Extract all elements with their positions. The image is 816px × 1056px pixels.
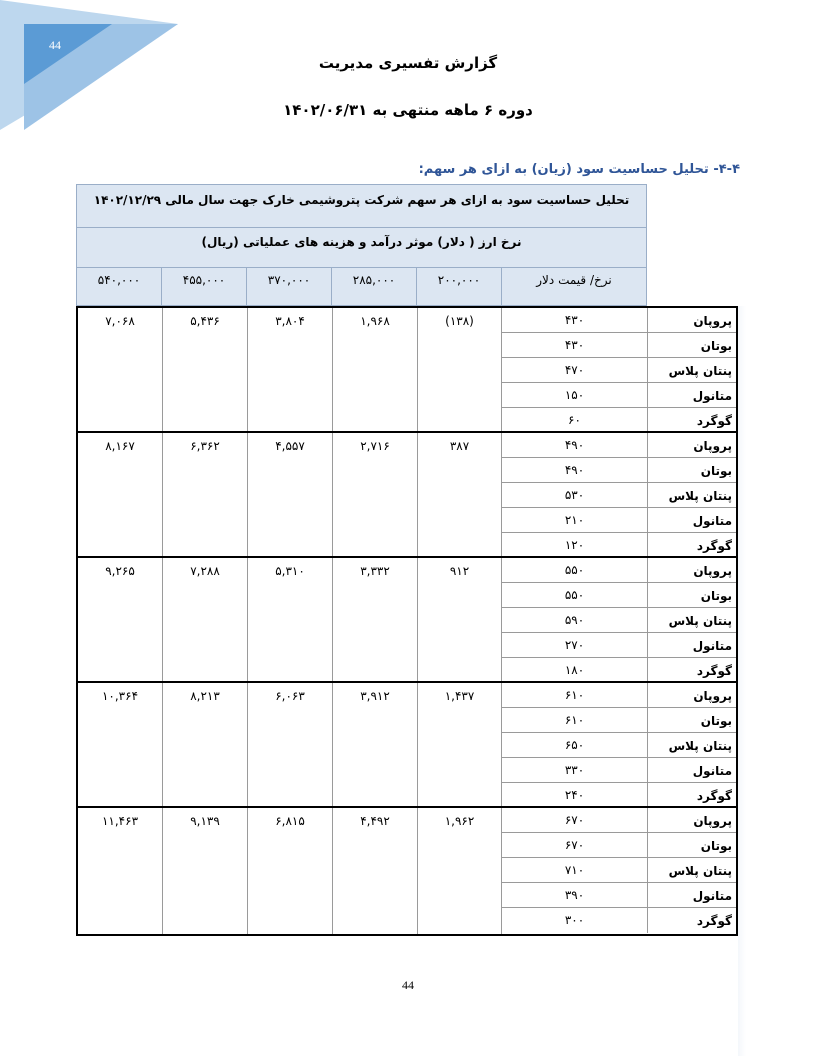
product-price: ۵۵۰	[502, 558, 648, 582]
table-row	[502, 458, 736, 483]
eps-value: ۳,۸۰۴	[248, 308, 333, 431]
eps-value: ۱,۴۳۷	[418, 683, 502, 806]
product-name: پنتان پلاس	[668, 489, 732, 503]
product-price: ۶۵۰	[502, 733, 648, 757]
table-header	[76, 184, 647, 306]
product-price: ۶۷۰	[502, 808, 648, 832]
product-name: بوتان	[700, 464, 732, 478]
eps-value: ۲,۷۱۶	[333, 433, 418, 556]
eps-value: ۴,۵۵۷	[248, 433, 333, 556]
table-row	[502, 683, 736, 708]
eps-value: ۱۱,۴۶۳	[78, 808, 163, 934]
eps-value: ۱,۹۶۸	[333, 308, 418, 431]
product-price: ۶۱۰	[502, 683, 648, 707]
eps-value: ۶,۸۱۵	[248, 808, 333, 934]
table-row	[502, 333, 736, 358]
price-scenario-group	[76, 806, 738, 936]
table-row	[502, 608, 736, 633]
fx-rate-header-row	[77, 268, 646, 307]
product-name: گوگرد	[696, 539, 732, 553]
table-row	[502, 483, 736, 508]
eps-value: (۱۳۸)	[418, 308, 502, 431]
product-name: گوگرد	[696, 414, 732, 428]
eps-value: ۸,۱۶۷	[78, 433, 163, 556]
product-price: ۶۰	[502, 408, 648, 433]
product-price: ۴۹۰	[502, 433, 648, 457]
eps-value: ۷,۰۶۸	[78, 308, 163, 431]
eps-value: ۶,۳۶۲	[163, 433, 248, 556]
product-name: پروپان	[693, 314, 732, 328]
table-row	[502, 508, 736, 533]
price-scenario-group	[76, 681, 738, 806]
price-scenario-group	[76, 306, 738, 431]
product-price: ۱۵۰	[502, 383, 648, 407]
fx-rate-header: ۵۴۰,۰۰۰	[77, 268, 162, 307]
product-price: ۲۷۰	[502, 633, 648, 657]
product-name: گوگرد	[696, 789, 732, 803]
product-price: ۴۹۰	[502, 458, 648, 482]
sensitivity-table	[76, 306, 738, 936]
row-header-label: نرخ/ قیمت دلار	[536, 273, 612, 287]
product-name: بوتان	[700, 714, 732, 728]
product-price: ۳۰۰	[502, 908, 648, 933]
page-number-bottom: 44	[402, 978, 414, 992]
product-name: بوتان	[700, 839, 732, 853]
price-scenario-group	[76, 431, 738, 556]
report-period: دوره ۶ ماهه منتهی به ۱۴۰۲/۰۶/۳۱	[283, 101, 533, 119]
product-name: متانول	[692, 639, 732, 653]
table-row	[502, 433, 736, 458]
product-price: ۳۹۰	[502, 883, 648, 907]
product-name: پنتان پلاس	[668, 739, 732, 753]
report-title: گزارش تفسیری مدیریت	[318, 54, 498, 72]
product-price: ۶۱۰	[502, 708, 648, 732]
eps-value: ۹۱۲	[418, 558, 502, 681]
product-price: ۵۹۰	[502, 608, 648, 632]
price-scenario-group	[76, 556, 738, 681]
product-price: ۲۴۰	[502, 783, 648, 808]
table-row	[502, 833, 736, 858]
product-name: متانول	[692, 389, 732, 403]
fx-rate-header: ۳۷۰,۰۰۰	[247, 268, 332, 307]
product-price-list	[502, 558, 736, 681]
product-price: ۶۷۰	[502, 833, 648, 857]
product-name: پنتان پلاس	[668, 364, 732, 378]
fx-rate-header: ۴۵۵,۰۰۰	[162, 268, 247, 307]
table-row	[502, 758, 736, 783]
table-row	[502, 658, 736, 683]
eps-value: ۸,۲۱۳	[163, 683, 248, 806]
eps-value: ۶,۰۶۳	[248, 683, 333, 806]
product-name: پروپان	[693, 439, 732, 453]
eps-value: ۵,۳۱۰	[248, 558, 333, 681]
product-name: پروپان	[693, 689, 732, 703]
eps-value: ۴,۴۹۲	[333, 808, 418, 934]
product-price: ۴۳۰	[502, 308, 648, 332]
eps-value: ۳,۹۱۲	[333, 683, 418, 806]
page-number-top: 44	[49, 38, 61, 52]
table-row	[502, 708, 736, 733]
table-row	[502, 533, 736, 558]
product-name: پنتان پلاس	[668, 864, 732, 878]
table-row	[502, 383, 736, 408]
section-heading: ۴-۴- تحلیل حساسیت سود (زیان) به ازای هر سهم:	[418, 162, 740, 177]
product-price: ۱۸۰	[502, 658, 648, 683]
product-name: متانول	[692, 889, 732, 903]
right-margin-shade	[738, 306, 746, 1056]
table-row	[502, 883, 736, 908]
product-name: پروپان	[693, 564, 732, 578]
table-row	[502, 908, 736, 933]
eps-value: ۳,۳۳۲	[333, 558, 418, 681]
eps-value: ۷,۲۸۸	[163, 558, 248, 681]
product-price: ۵۳۰	[502, 483, 648, 507]
eps-value: ۱۰,۳۶۴	[78, 683, 163, 806]
product-name: متانول	[692, 514, 732, 528]
table-row	[502, 858, 736, 883]
table-row	[502, 358, 736, 383]
product-price: ۴۳۰	[502, 333, 648, 357]
product-price: ۷۱۰	[502, 858, 648, 882]
product-name: بوتان	[700, 339, 732, 353]
product-price: ۱۲۰	[502, 533, 648, 558]
table-row	[502, 733, 736, 758]
table-subcaption: نرخ ارز ( دلار) موثر درآمد و هزینه های عملیاتی (ریال)	[77, 228, 646, 268]
eps-value: ۹,۲۶۵	[78, 558, 163, 681]
product-price: ۵۵۰	[502, 583, 648, 607]
product-price-list	[502, 683, 736, 806]
product-name: پنتان پلاس	[668, 614, 732, 628]
product-price: ۳۳۰	[502, 758, 648, 782]
table-row	[502, 558, 736, 583]
eps-value: ۱,۹۶۲	[418, 808, 502, 934]
product-price-list	[502, 308, 736, 431]
fx-rate-header: ۲۸۵,۰۰۰	[332, 268, 417, 307]
table-caption: تحلیل حساسیت سود به ازای هر سهم شرکت پتروشیمی خارک جهت سال مالی ۱۴۰۲/۱۲/۲۹	[77, 185, 646, 228]
product-name: گوگرد	[696, 664, 732, 678]
table-row	[502, 783, 736, 808]
product-price-list	[502, 808, 736, 934]
product-name: گوگرد	[696, 914, 732, 928]
table-row	[502, 808, 736, 833]
product-name: پروپان	[693, 814, 732, 828]
product-name: متانول	[692, 764, 732, 778]
table-row	[502, 633, 736, 658]
table-row	[502, 408, 736, 433]
eps-value: ۳۸۷	[418, 433, 502, 556]
eps-value: ۹,۱۳۹	[163, 808, 248, 934]
product-price: ۲۱۰	[502, 508, 648, 532]
fx-rate-header: ۲۰۰,۰۰۰	[417, 268, 502, 307]
table-row	[502, 583, 736, 608]
product-price-list	[502, 433, 736, 556]
eps-value: ۵,۴۳۶	[163, 308, 248, 431]
product-price: ۴۷۰	[502, 358, 648, 382]
product-name: بوتان	[700, 589, 732, 603]
table-row	[502, 308, 736, 333]
